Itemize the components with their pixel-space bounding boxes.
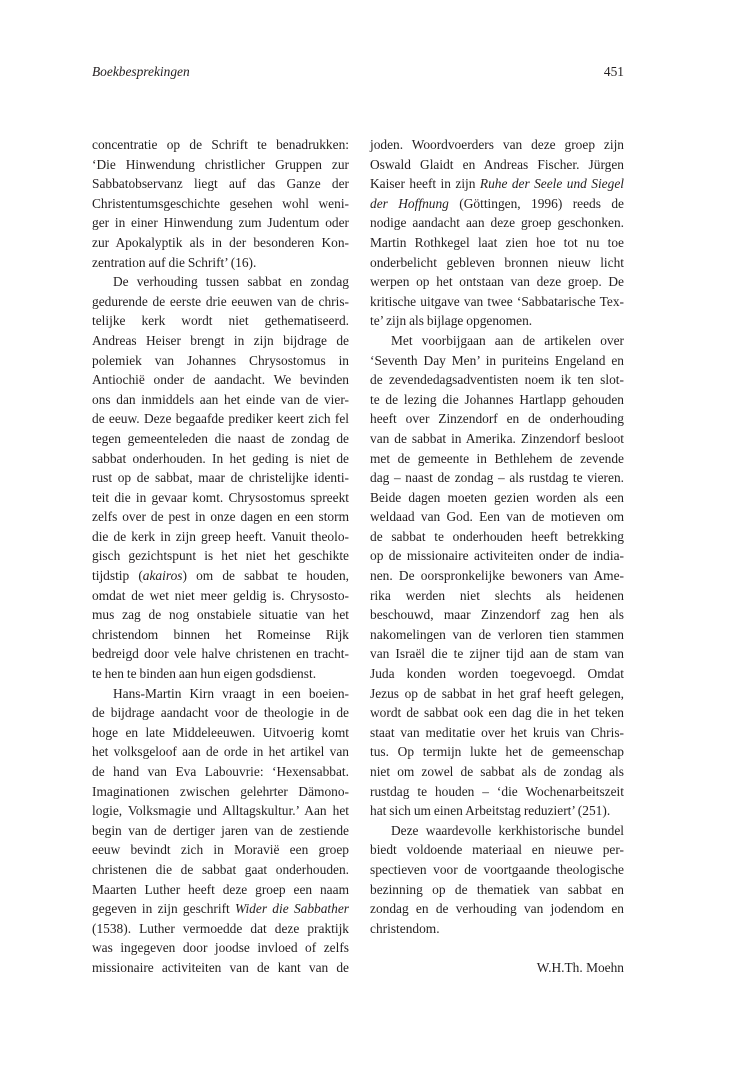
text-line [92, 899, 349, 919]
text-line [92, 566, 349, 586]
text-line: niet om zowel de sabbat als de zondag als [370, 764, 624, 779]
text-line: eeuw bevindt zich in Moravië een groep [92, 842, 349, 858]
reviewer-signature: W.H.Th. Moehn [536, 959, 624, 975]
text-line: Beide dagen moeten gezien worden als een [370, 489, 624, 505]
paragraph-end-line: christendom. [370, 920, 440, 936]
paragraph-start-line: Deze waardevolle kerkhistorische bundel [391, 822, 624, 838]
text-line: dag – naast de zondag – als rustdag te vieren. [370, 470, 624, 486]
text-line: ‘Die Hinwendung christlicher Gruppen zur [92, 156, 349, 172]
text-line: Imaginationen zwischen gelehrter Dämono- [92, 783, 349, 799]
text-line: Andreas Heiser brengt in zijn bijdrage de [92, 332, 349, 348]
text-line: zelfs over de pest in onze dagen en een storm [92, 509, 349, 525]
text-line: Maarten Luther heeft deze groep een naam [92, 881, 349, 897]
text-line: teit die in gevaar komt. Chrysostomus spreekt [92, 489, 349, 505]
text-line: Martin Rothkegel laat zien hoe tot nu toe [370, 234, 624, 250]
paragraph-start-line: Hans-Martin Kirn vraagt in een boeien- [113, 685, 349, 701]
text-line: nakomelingen van de verloren tien stammen [370, 626, 624, 642]
text-line: christendom binnen het Romeinse Rijk [92, 626, 349, 642]
text-line: zondag en de verhouding van jodendom en [370, 901, 624, 917]
text-line: bedreigd door vele halve christenen en tracht- [92, 646, 349, 662]
text-line: bezinning op de thematiek van sabbat en [370, 881, 624, 897]
text-line: staat van meditatie over het kruis van Chris- [370, 724, 624, 740]
text-line: missionaire activiteiten van de kant van de [92, 959, 349, 975]
text-line: rustdag te houden – ‘die Wochenarbeitszeit [370, 783, 624, 799]
italic-foreign-term: akairos [142, 568, 183, 584]
text-line: polemiek van Johannes Chrysostomus in [92, 352, 349, 368]
text-line: ons dan inmiddels aan het einde van de vier- [92, 391, 349, 407]
text-line: de hand van Eva Labouvrie: ‘Hexensabbat. [92, 764, 349, 779]
text-line: die de kerk in zijn greep heeft. Vanuit theolo- [92, 528, 349, 544]
text-line: kritische uitgave van twee ‘Sabbatarische Tex- [370, 293, 624, 309]
text-line: rust op de sabbat, maar de christelijke identi- [92, 470, 349, 486]
text-line: mus zag de nog onstabiele situatie van het [92, 607, 349, 623]
text-line: wordt de sabbat ook een dag die in het teken [370, 705, 624, 721]
text-line: beschouwd, maar Zinzendorf zag hen als [370, 607, 624, 623]
text-line: begin van de dertiger jaren van de zestiende [92, 822, 349, 838]
text-line: tegen gemeenteleden die naast de zondag de [92, 430, 349, 446]
text-line: Christentumsgeschichte gesehen wohl weni- [92, 195, 349, 211]
paragraph-end-line: te hen te binden aan hun eigen godsdienst. [92, 666, 317, 682]
paragraph-start-line: Met voorbijgaan aan de artikelen over [391, 332, 624, 348]
text-line: de bijdrage aandacht voor de theologie in de [92, 705, 349, 721]
text-line: biedt voldoende materiaal en nieuwe per- [370, 842, 624, 858]
text-line: gisch gezichtspunt is het niet het geschikte [92, 548, 349, 564]
text-line: Sabbatobservanz liegt auf das Ganze der [92, 176, 349, 192]
italic-book-title: Wider die Sabbather [235, 901, 349, 917]
text-line: rika werden niet slechts als heidenen [370, 587, 624, 603]
right-text-column [370, 135, 624, 978]
text-line: de eeuw. Deze begaafde prediker keert zich fel [92, 411, 349, 427]
text-line: christenen die de sabbat gaat onderhouden. [92, 861, 349, 877]
text-line: logie, Volksmagie und Alltagskultur.’ Aan het [92, 803, 349, 819]
text-line: zur Apokalyptik als in der besonderen Kon- [92, 234, 349, 250]
text-line: hoge en late Middeleeuwen. Uitvoerig komt [92, 724, 349, 740]
text-line: ger in einer Hinwendung zum Judentum oder [92, 215, 349, 231]
text-line: met de gemeente in Bethlehem de zevende [370, 450, 624, 466]
text-line: tus. Op termijn lukte het de gemeenschap [370, 744, 624, 760]
text-line [370, 194, 624, 214]
text-line: nodige aandacht aan deze groep geschonken. [370, 215, 624, 231]
text-line: Antiochië onder de aandacht. We bevinden [92, 372, 349, 388]
text-line: het volksgeloof aan de orde in het artikel van [92, 744, 349, 760]
text-line: ‘Seventh Day Men’ in puriteins Engeland en [370, 352, 624, 368]
line-text: gegeven in zijn geschrift [92, 901, 236, 917]
text-line: Oswald Glaidt en Andreas Fischer. Jürgen [370, 156, 624, 172]
line-text: (Göttingen, 1996) reeds de [448, 195, 624, 211]
running-title: Boekbesprekingen [92, 64, 190, 79]
paragraph-start-line: De verhouding tussen sabbat en zondag [113, 274, 349, 290]
text-line: gedurende de eerste drie eeuwen van de chris- [92, 293, 349, 309]
text-line: sabbat onderhouden. In het geding is niet de [92, 450, 349, 466]
text-line: werpen op het ontstaan van deze groep. De [370, 274, 624, 290]
text-line: Juda konden worden toegevoegd. Omdat [370, 666, 624, 682]
text-line: joden. Woordvoerders van deze groep zijn [370, 137, 624, 152]
paragraph-end-line: hat sich um einen Arbeitstag reduziert’ (251). [370, 803, 611, 819]
left-text-column [92, 135, 349, 978]
text-line: van Israël die te zijner tijd aan de stam van [370, 646, 624, 662]
running-head [92, 62, 624, 82]
text-line: nen. De oorspronkelijke bewoners van Ame- [370, 568, 624, 584]
text-line: heeft over Zinzendorf en de onderhouding [370, 411, 624, 427]
text-line: de zevendedagsadventisten noem ik ten slot- [370, 372, 624, 388]
text-line: omdat de wet niet meer geldig is. Chrysosto- [92, 587, 349, 603]
text-line: te de lezing die Johannes Hartlapp gehouden [370, 391, 624, 407]
text-line [370, 174, 624, 194]
text-line: (1538). Luther vermoedde dat deze praktijk [92, 920, 349, 936]
text-line: telijke kerk wordt niet gethematiseerd. [92, 313, 349, 329]
text-line: was ingegeven door joodse invloed of zelfs [92, 940, 349, 956]
paragraph-end-line: zentration auf die Schrift’ (16). [92, 254, 257, 270]
italic-book-title: Ruhe der Seele und Siegel [479, 176, 624, 192]
text-line: spectieven voor de voortgaande theologische [370, 861, 624, 877]
italic-book-title: der Hoffnung [370, 195, 449, 211]
text-line: op de missionaire activiteiten onder de india- [370, 548, 624, 564]
text-line: onderbelicht gebleven bronnen nieuw licht [370, 254, 624, 270]
text-line: van de sabbat in Amerika. Zinzendorf besloot [370, 430, 624, 446]
line-text: ) om de sabbat te houden, [182, 568, 349, 584]
text-line: de sabbat te onderhouden heeft betrekking [370, 528, 624, 544]
paragraph-end-line: te’ zijn als bijlage opgenomen. [370, 313, 533, 329]
text-line: Jezus op de sabbat in het graf heeft gelegen, [370, 685, 624, 701]
text-line: concentratie op de Schrift te benadrukken: [92, 137, 349, 152]
page-number: 451 [603, 64, 624, 79]
line-text: Kaiser heeft in zijn [370, 176, 480, 192]
text-line: weldaad van God. Een van de motieven om [370, 509, 624, 525]
line-text: tijdstip ( [92, 568, 143, 584]
